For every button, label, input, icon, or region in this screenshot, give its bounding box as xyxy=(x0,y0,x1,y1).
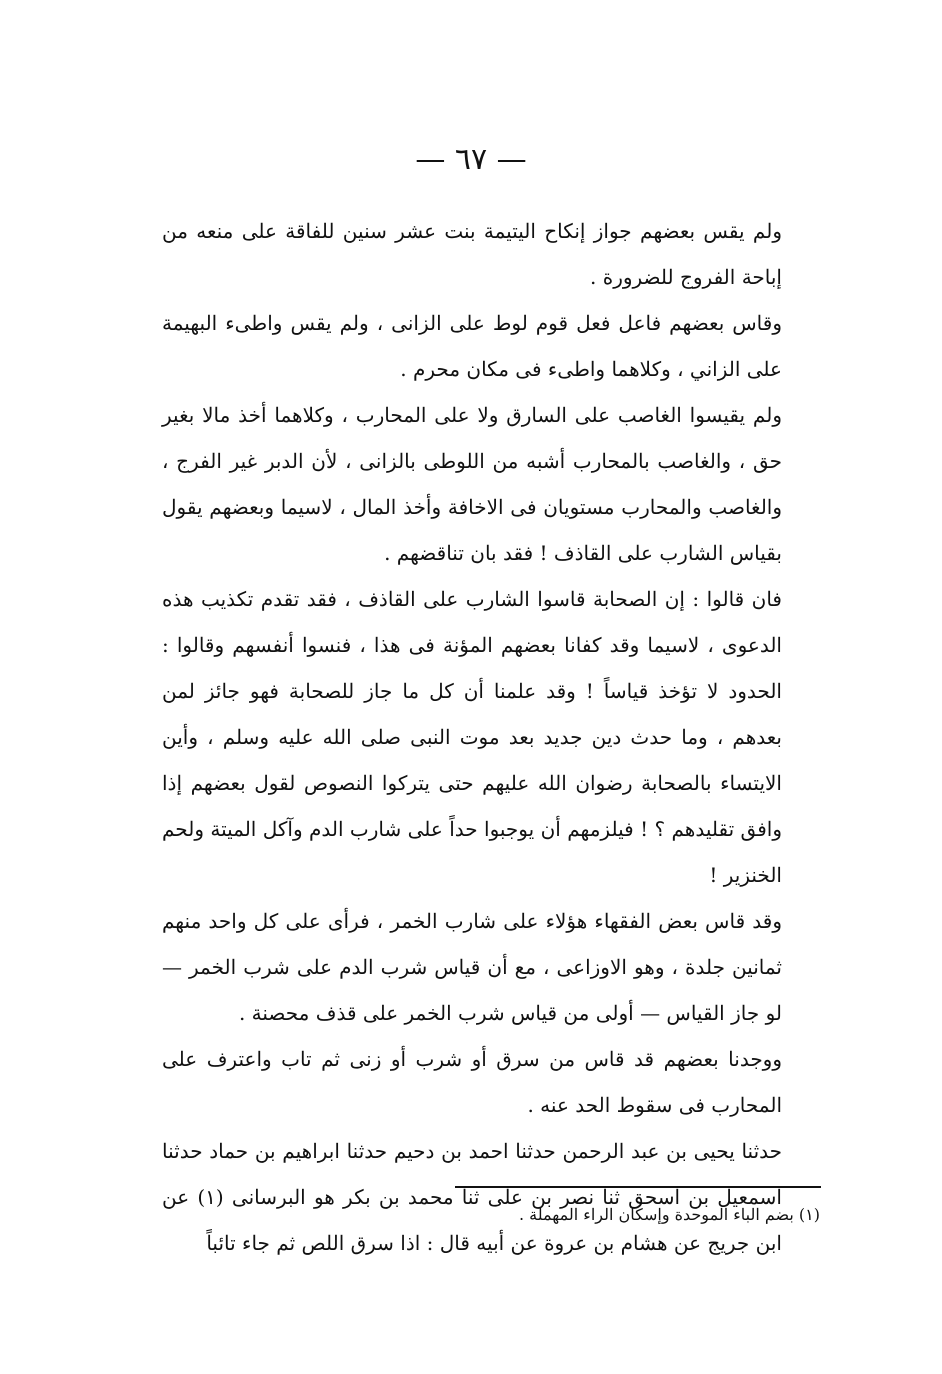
paragraph: حدثنا يحيى بن عبد الرحمن حدثنا احمد بن دحيم حدثنا ابراهيم بن حماد حدثنا اسمعيل بن اسحق ثنا نصر بن على ثنا محمد بن بكر هو البرسانى (١) عن ابن جريج عن هشام بن عروة عن أبيه قال : اذا سرق اللص ثم جاء تائباً xyxy=(162,1139,782,1255)
paragraph: ولم يقس بعضهم جواز إنكاح اليتيمة بنت عشر سنين للفاقة على منعه من إباحة الفروج للضرورة . xyxy=(162,219,782,289)
page-number: — ٦٧ — xyxy=(415,142,527,177)
paragraph: وقاس بعضهم فاعل فعل قوم لوط على الزانى ، ولم يقس واطىء البهيمة على الزاني ، وكلاهما واطىء فى مكان محرم . xyxy=(162,311,782,381)
paragraph: ولم يقيسوا الغاصب على السارق ولا على المحارب ، وكلاهما أخذ مالا بغير حق ، والغاصب بالمحارب أشبه من اللوطى بالزانى ، لأن الدبر غير الفرج ، والغاصب والمحارب مستويان فى الاخافة وأخذ المال ، لاسيما وبعضهم يقول بقياس الشارب على القاذف ! فقد بان تناقضهم . xyxy=(162,403,782,565)
paragraph: وقد قاس بعض الفقهاء هؤلاء على شارب الخمر ، فرأى على كل واحد منهم ثمانين جلدة ، وهو الاوزاعى ، مع أن قياس شرب الدم على شرب الخمر — لو جاز القياس — أولى من قياس شرب الخمر على قذف محصنة . xyxy=(162,909,782,1025)
paragraph: فان قالوا : إن الصحابة قاسوا الشارب على القاذف ، فقد تقدم تكذيب هذه الدعوى ، لاسيما وقد كفانا بعضهم المؤنة فى هذا ، فنسوا أنفسهم وقالوا : الحدود لا تؤخذ قياساً ! وقد علمنا أن كل ما جاز للصحابة فهو جائز لمن بعدهم ، وما حدث دين جديد بعد موت النبى صلى الله عليه وسلم ، وأين الايتساء بالصحابة رضوان الله عليهم حتى يتركوا النصوص لقول بعضهم إذا وافق تقليدهم ؟ ! فيلزمهم أن يوجبوا حداً على شارب الدم وآكل الميتة ولحم الخنزير ! xyxy=(162,587,782,887)
body-text xyxy=(162,208,782,1266)
footnote-divider xyxy=(455,1186,821,1188)
paragraph: ووجدنا بعضهم قد قاس من سرق أو شرب أو زنى ثم تاب واعترف على المحارب فى سقوط الحد عنه . xyxy=(162,1047,782,1117)
footnote: (١) بضم الباء الموحدة وإسكان الراء المهملة . xyxy=(518,1205,820,1224)
